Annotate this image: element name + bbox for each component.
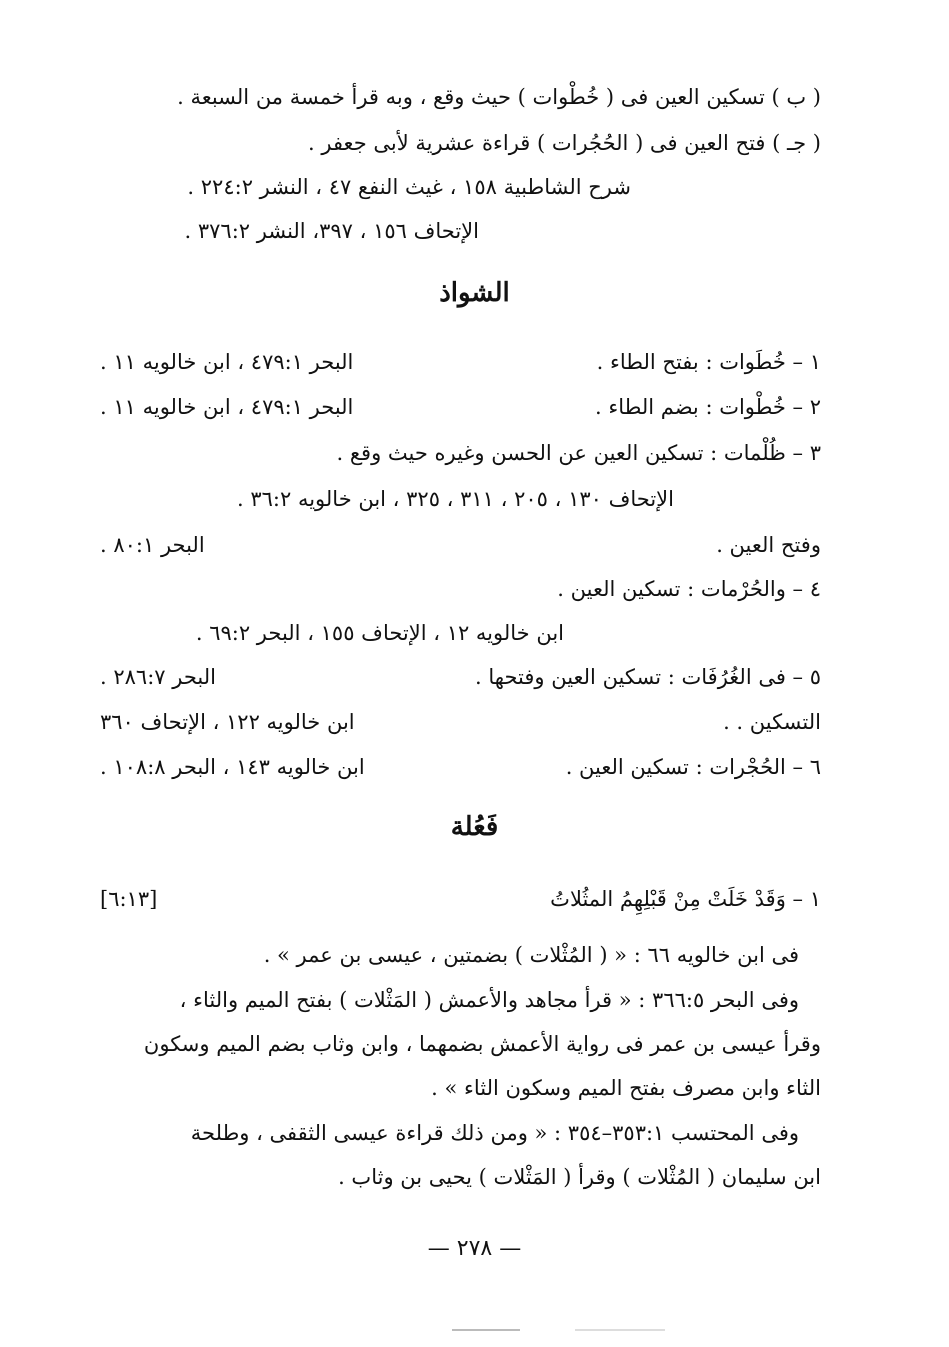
item-reference: ابن خالويه ١٢٢ ، الإتحاف ٣٦٠: [100, 710, 355, 734]
item-text: ٣ – ظُلْمات : تسكين العين عن الحسن وغيره حيث وقع .: [336, 441, 821, 465]
item-text: وفتح العين .: [716, 533, 821, 557]
scan-artifact: [575, 1329, 665, 1331]
item-reference: البحر ٤٧٩:١ ، ابن خالويه ١١ .: [100, 395, 354, 419]
paragraph-line: فى ابن خالويه ٦٦ : « ( المُثْلات ) بضمتين ، عيسى بن عمر » .: [263, 943, 799, 967]
item-reference: الإتحاف ١٣٠ ، ٢٠٥ ، ٣١١ ، ٣٢٥ ، ابن خالويه ٣٦:٢ .: [236, 487, 674, 511]
item-text: ٢ – خُطْوات : بضم الطاء .: [594, 395, 821, 419]
paragraph-line: وفى المحتسب ٣٥٣:١–٣٥٤ : « ومن ذلك قراءة عيسى الثقفى ، وطلحة: [190, 1121, 799, 1145]
item-text: ١ – خُطَوات : بفتح الطاء .: [596, 350, 821, 374]
verse-text: ١ – وَقَدْ خَلَتْ مِنْ قَبْلِهِمُ المثُلاتُ: [550, 887, 821, 911]
item-text: التسكين . .: [723, 710, 821, 734]
item-reference: البحر ٨٠:١ .: [100, 533, 205, 557]
paragraph-line: وقرأ عيسى بن عمر فى رواية الأعمش بضمهما ، وابن وثاب بضم الميم وسكون: [143, 1032, 821, 1056]
item-reference: ابن خالويه ١٢ ، الإتحاف ١٥٥ ، البحر ٦٩:٢ .: [195, 621, 564, 645]
item-text: ٥ – فى الغُرُفَات : تسكين العين وفتحها .: [475, 665, 821, 689]
verse-reference: [٦:١٣]: [100, 887, 158, 911]
paragraph-line: وفى البحر ٣٦٦:٥ : « قرأ مجاهد والأعمش ( المَثْلات ) بفتح الميم والثاء ،: [179, 988, 799, 1012]
scan-artifact: [452, 1329, 520, 1331]
text-line: الإتحاف ١٥٦ ، ٣٩٧، النشر ٣٧٦:٢ .: [184, 219, 479, 243]
text-line: ( جـ ) فتح العين فى ( الحُجُرات ) قراءة عشرية لأبى جعفر .: [308, 131, 821, 155]
page-number: — ٢٧٨ —: [427, 1236, 522, 1261]
paragraph-line: ابن سليمان ( المُثْلات ) وقرأ ( المَثْلات ) يحيى بن وثاب .: [338, 1165, 821, 1189]
item-text: ٤ – والحُرْمات : تسكين العين .: [557, 577, 821, 601]
text-line: ( ب ) تسكين العين فى ( خُطْوات ) حيث وقع ، وبه قرأ خمسة من السبعة .: [177, 85, 821, 109]
item-reference: البحر ٤٧٩:١ ، ابن خالويه ١١ .: [100, 350, 354, 374]
section-heading-shawadh: الشواذ: [439, 278, 510, 308]
paragraph-line: الثاء وابن مصرف بفتح الميم وسكون الثاء » .: [431, 1076, 821, 1100]
item-text: ٦ – الحُجْرات : تسكين العين .: [565, 755, 821, 779]
section-heading-fuala: فَعُلة: [450, 812, 499, 842]
text-line: شرح الشاطبية ١٥٨ ، غيث النفع ٤٧ ، النشر ٢٢٤:٢ .: [187, 175, 631, 199]
item-reference: ابن خالويه ١٤٣ ، البحر ١٠٨:٨ .: [100, 755, 365, 779]
item-reference: البحر ٢٨٦:٧ .: [100, 665, 216, 689]
